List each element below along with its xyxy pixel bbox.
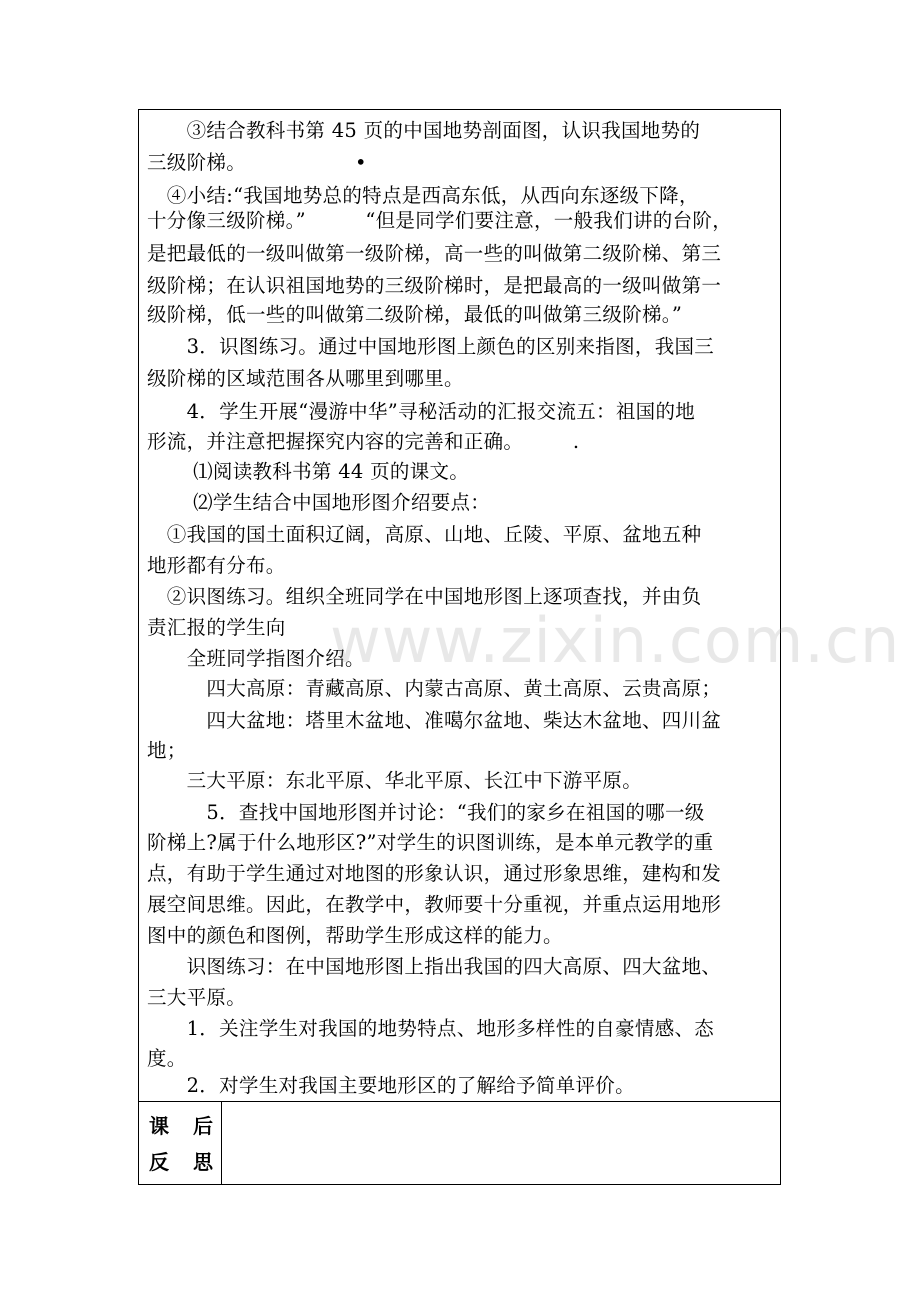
text-line: 4．学生开展“漫游中华”寻秘活动的汇报交流五：祖国的地 — [147, 400, 696, 423]
text-line: 是把最低的一级叫做第一级阶梯，高一些的叫做第二级阶梯、第三 — [147, 242, 722, 265]
text-line: 级阶梯；在认识祖国地势的三级阶梯时，是把最高的一级叫做第一 — [147, 274, 722, 297]
reflection-label-row-1 — [149, 1110, 213, 1139]
text-line: 十分像三级阶梯。” “但是同学们要注意，一般我们讲的台阶， — [147, 209, 732, 232]
text-line: 图中的颜色和图例，帮助学生形成这样的能力。 — [147, 924, 563, 947]
text-line: 5．查找中国地形图并讨论：“我们的家乡在祖国的哪一级 — [147, 801, 705, 824]
reflection-content-cell — [222, 1102, 780, 1184]
text-line: 度。 — [147, 1047, 187, 1070]
text-line: 点，有助于学生通过对地图的形象认识，通过形象思维，建构和发 — [147, 862, 722, 885]
label-char: 思 — [193, 1150, 213, 1174]
reflection-label-cell — [139, 1102, 222, 1184]
text-line: ①我国的国土面积辽阔，高原、山地、丘陵、平原、盆地五种 — [147, 523, 702, 546]
text-line: ⑵学生结合中国地形图介绍要点： — [147, 491, 491, 514]
text-line: 3．识图练习。通过中国地形图上颜色的区别来指图，我国三 — [147, 335, 715, 358]
text-line: 识图练习：在中国地形图上指出我国的四大高原、四大盆地、 — [147, 955, 722, 978]
text-line: 全班同学指图介绍。 — [147, 647, 365, 670]
text-line: ⑴阅读教科书第 44 页的课文。 — [147, 460, 470, 483]
text-line: 责汇报的学生向 — [147, 616, 286, 639]
text-line: 三大平原：东北平原、华北平原、长江中下游平原。 — [147, 769, 643, 792]
label-char: 后 — [193, 1114, 213, 1138]
text-line: ④小结:“我国地势总的特点是西高东低，从西向东逐级下降， — [147, 184, 699, 207]
text-line: ②识图练习。组织全班同学在中国地形图上逐项查找，并由负 — [147, 585, 702, 608]
watermark: www.zixin.com.cn — [330, 604, 901, 677]
text-line: 1．关注学生对我国的地势特点、地形多样性的自豪情感、态 — [147, 1017, 715, 1040]
text-line: 三大平原。 — [147, 986, 247, 1009]
text-line: 级阶梯的区域范围各从哪里到哪里。 — [147, 367, 464, 390]
text-line: 地； — [147, 739, 187, 762]
label-char: 反 — [149, 1150, 169, 1174]
text-line: 形流，并注意把握探究内容的完善和正确。 . — [147, 430, 580, 453]
text-line: 阶梯上?属于什么地形区?”对学生的识图训练，是本单元教学的重 — [147, 831, 714, 854]
text-line: 四大盆地：塔里木盆地、准噶尔盆地、柴达木盆地、四川盆 — [147, 709, 722, 732]
text-line: 地形都有分布。 — [147, 554, 286, 577]
text-line: 三级阶梯。 • — [147, 151, 367, 174]
reflection-label-row-2 — [149, 1146, 213, 1175]
text-line: 展空间思维。因此，在教学中，教师要十分重视，并重点运用地形 — [147, 893, 722, 916]
text-line: ③结合教科书第 45 页的中国地势剖面图，认识我国地势的 — [147, 119, 701, 142]
text-line: 2．对学生对我国主要地形区的了解给予简单评价。 — [147, 1074, 635, 1097]
text-line: 四大高原：青藏高原、内蒙古高原、黄土高原、云贵高原； — [147, 677, 722, 700]
label-char: 课 — [149, 1114, 169, 1138]
text-line: 级阶梯，低一些的叫做第二级阶梯，最低的叫做第三级阶梯。” — [147, 303, 683, 326]
